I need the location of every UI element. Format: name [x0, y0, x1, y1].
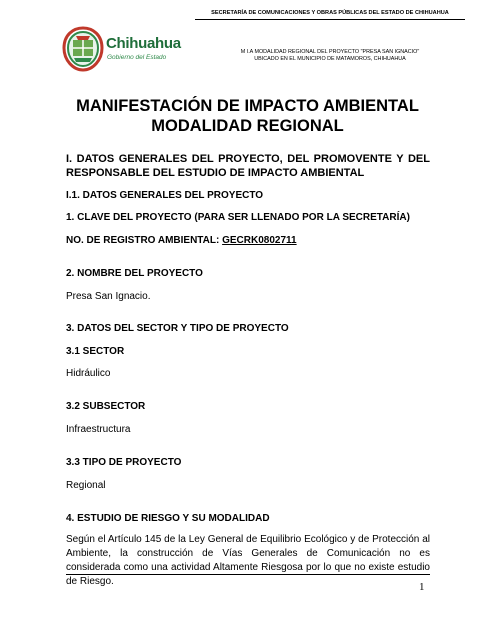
department-name: SECRETARÍA DE COMUNICACIONES Y OBRAS PÚBLICAS DEL ESTADO DE CHIHUAHUA — [211, 10, 449, 16]
section-heading-i: I. DATOS GENERALES DEL PROYECTO, DEL PROMOVENTE Y DEL RESPONSABLE DEL ESTUDIO DE IMPACTO AMBIENTAL — [66, 153, 430, 179]
title-line-1: MANIFESTACIÓN DE IMPACTO AMBIENTAL — [76, 97, 419, 115]
item-4-heading: 4. ESTUDIO DE RIESGO Y SU MODALIDAD — [66, 513, 270, 524]
logo-wordmark: Chihuahua — [106, 35, 181, 52]
item-3-2-heading: 3.2 SUBSECTOR — [66, 401, 146, 412]
item-3-1-heading: 3.1 SECTOR — [66, 346, 125, 357]
header-divider — [195, 19, 465, 20]
item-1-heading: 1. CLAVE DEL PROYECTO (PARA SER LLENADO POR LA SECRETARÍA) — [66, 212, 410, 223]
title-line-2: MODALIDAD REGIONAL — [151, 117, 344, 135]
logo-tagline: Gobierno del Estado — [107, 54, 167, 61]
state-emblem-icon — [62, 26, 104, 72]
risk-study-paragraph: Según el Artículo 145 de la Ley General de Equilibrio Ecológico y de Protección al Ambiente, la construcción de Vías Generales de Comunicación no es considerada como una actividad Altamente Riesgosa por lo que no existe estudio de Riesgo. — [66, 534, 430, 587]
page-header — [0, 0, 495, 80]
item-3-3-heading: 3.3 TIPO DE PROYECTO — [66, 457, 182, 468]
page-number: 1 — [419, 581, 425, 593]
item-3-heading: 3. DATOS DEL SECTOR Y TIPO DE PROYECTO — [66, 323, 289, 334]
footer-divider — [66, 574, 430, 575]
project-type-value: Regional — [66, 480, 106, 491]
registro-value: GECRK0802711 — [222, 235, 297, 246]
subsection-heading-i1: I.1. DATOS GENERALES DEL PROYECTO — [66, 190, 264, 201]
registro-label: NO. DE REGISTRO AMBIENTAL: — [66, 235, 223, 246]
registro-ambiental — [66, 235, 297, 246]
chihuahua-logo — [62, 26, 202, 72]
item-2-heading: 2. NOMBRE DEL PROYECTO — [66, 268, 203, 279]
subsector-value: Infraestructura — [66, 424, 131, 435]
project-name-value: Presa San Ignacio. — [66, 291, 151, 302]
project-line: M I.A MODALIDAD REGIONAL DEL PROYECTO "PRESA SAN IGNACIO" — [240, 49, 420, 55]
document-title — [0, 96, 495, 136]
location-line: UBICADO EN EL MUNICIPIO DE MATAMOROS, CHIHUAHUA — [254, 56, 406, 62]
sector-value: Hidráulico — [66, 368, 111, 379]
